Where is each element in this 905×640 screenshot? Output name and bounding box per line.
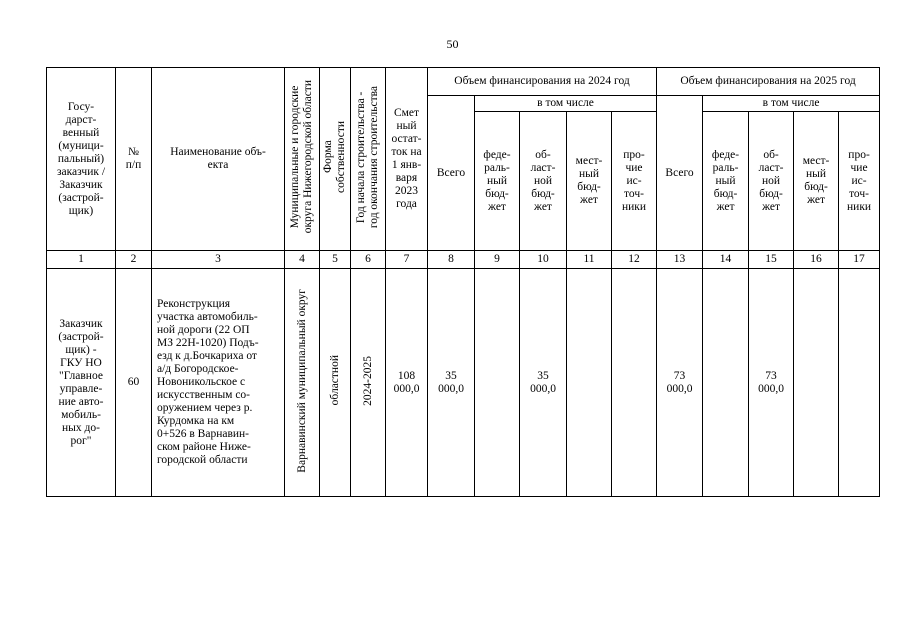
header-estimate-balance: Смет ный остат- ток на 1 янв- варя 2023 года [386, 68, 428, 251]
cell-ownership-wrap [320, 269, 351, 497]
column-number: 2 [116, 251, 152, 269]
header-years-cell [351, 68, 386, 251]
column-number: 1 [47, 251, 116, 269]
header-federal-2024: феде- раль- ный бюд- жет [475, 112, 520, 251]
cell-years-wrap [351, 269, 386, 497]
cell-customer: Заказчик (застрой- щик) - ГКУ НО "Главное управле- ние авто- мобиль- ных до- рог" [47, 269, 116, 497]
cell-regional-2025: 73 000,0 [749, 269, 794, 497]
column-number-row [47, 251, 880, 269]
header-including-2024: в том числе [475, 96, 657, 112]
column-number: 10 [520, 251, 567, 269]
cell-other-2025 [839, 269, 880, 497]
header-municipality: Муниципальные и городские округа Нижегородской области [289, 80, 314, 234]
header-customer: Госу- дарст- венный (муници- пальный) заказчик / Заказчик (застрой- щик) [47, 68, 116, 251]
header-row-1 [47, 68, 880, 96]
cell-number: 60 [116, 269, 152, 497]
cell-object-name: Реконструкция участка автомобиль- ной дороги (22 ОП МЗ 22Н-1020) Подъ- езд к д.Бочкариха от а/д Богородское- Новоникольское с искусственным со- оружением через р. Курдомка на км 0+526 в Варнавин- ском районе Ниже- городской области [152, 269, 285, 497]
cell-total-2025: 73 000,0 [657, 269, 703, 497]
cell-total-2024: 35 000,0 [428, 269, 475, 497]
header-local-2024: мест- ный бюд- жет [567, 112, 612, 251]
cell-regional-2024: 35 000,0 [520, 269, 567, 497]
column-number: 4 [285, 251, 320, 269]
column-number: 9 [475, 251, 520, 269]
header-number: № п/п [116, 68, 152, 251]
column-number: 7 [386, 251, 428, 269]
header-total-2024: Всего [428, 96, 475, 251]
page-number: 50 [446, 37, 459, 51]
header-funding-2025: Объем финансирования на 2025 год [657, 68, 880, 96]
header-local-2025: мест- ный бюд- жет [794, 112, 839, 251]
header-municipality-cell [285, 68, 320, 251]
cell-years: 2024-2025 [361, 355, 374, 406]
financing-table [46, 67, 880, 497]
cell-local-2025 [794, 269, 839, 497]
column-number: 5 [320, 251, 351, 269]
column-number: 15 [749, 251, 794, 269]
header-including-2025: в том числе [703, 96, 880, 112]
column-number: 16 [794, 251, 839, 269]
cell-other-2024 [612, 269, 657, 497]
header-other-2024: про- чие ис- точ- ники [612, 112, 657, 251]
header-funding-2024: Объем финансирования на 2024 год [428, 68, 657, 96]
cell-local-2024 [567, 269, 612, 497]
column-number: 8 [428, 251, 475, 269]
cell-estimate-balance: 108 000,0 [386, 269, 428, 497]
header-federal-2025: феде- раль- ный бюд- жет [703, 112, 749, 251]
cell-municipality-wrap [285, 269, 320, 497]
column-number: 6 [351, 251, 386, 269]
column-number: 17 [839, 251, 880, 269]
table-row [47, 269, 880, 497]
header-regional-2024: об- ласт- ной бюд- жет [520, 112, 567, 251]
header-years: Год начала строительства - год окончания строительства [355, 85, 380, 229]
column-number: 13 [657, 251, 703, 269]
column-number: 3 [152, 251, 285, 269]
cell-federal-2024 [475, 269, 520, 497]
header-regional-2025: об- ласт- ной бюд- жет [749, 112, 794, 251]
header-ownership: Форма собственности [322, 121, 347, 193]
column-number: 12 [612, 251, 657, 269]
column-number: 11 [567, 251, 612, 269]
column-number: 14 [703, 251, 749, 269]
header-object-name: Наименование объ- екта [152, 68, 285, 251]
header-other-2025: про- чие ис- точ- ники [839, 112, 880, 251]
cell-federal-2025 [703, 269, 749, 497]
cell-municipality: Варнавинский муниципальный округ [295, 288, 308, 473]
cell-ownership: областной [328, 355, 341, 406]
header-total-2025: Всего [657, 96, 703, 251]
header-ownership-cell [320, 68, 351, 251]
